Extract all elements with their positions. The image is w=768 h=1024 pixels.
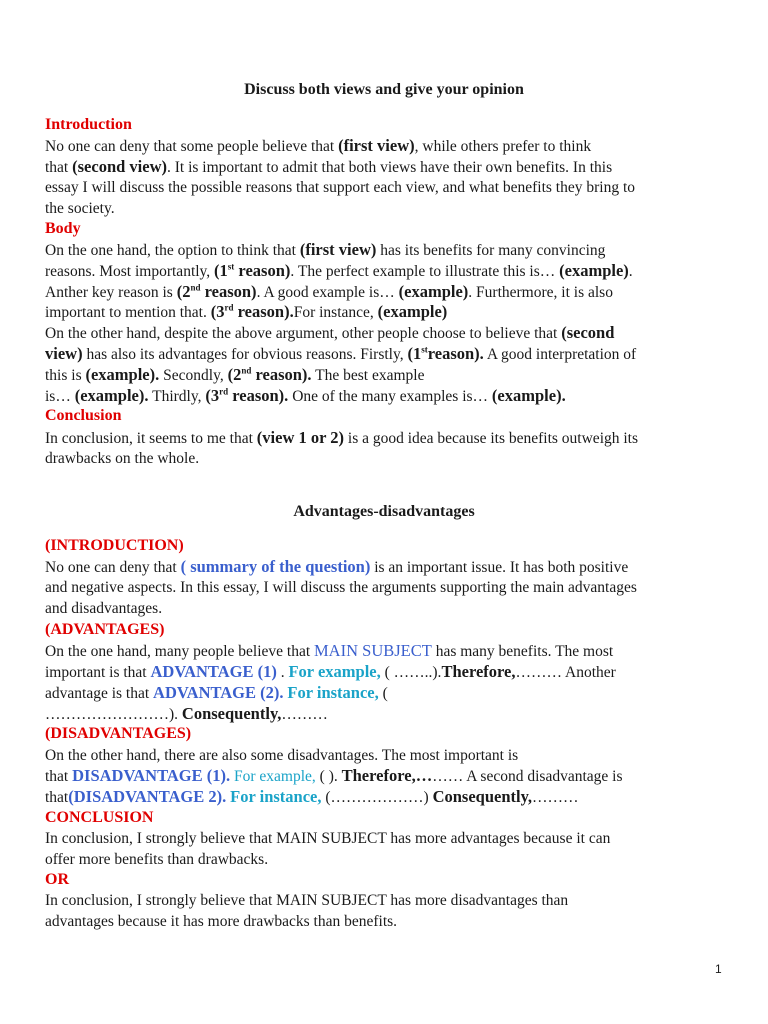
body-line-7: this is (example). Secondly, (2nd reason). The best example [45,365,425,384]
intro-line-2: that (second view). It is important to admit that both views have their own benefits. In this [45,157,613,176]
introduction-heading: (INTRODUCTION) [45,537,184,554]
or-heading: OR [45,871,69,888]
conclusion-line-1: In conclusion, it seems to me that (view 1 or 2) is a good idea because its benefits outweigh its [45,428,639,447]
alt-conclusion-line-1: In conclusion, I strongly believe that MAIN SUBJECT has more disadvantages than [45,892,569,909]
page-number: 1 [715,962,722,976]
body-heading: Body [45,220,81,237]
intro-line-1: No one can deny that some people believe that (first view), while others prefer to think [45,136,592,155]
disadvantages-line-3: that(DISADVANTAGE 2). For instance, (………………) Consequently,……… [45,787,579,806]
final-conclusion-line-1: In conclusion, I strongly believe that MAIN SUBJECT has more advantages because it can [45,830,611,847]
final-conclusion-heading: CONCLUSION [45,809,154,826]
body-line-8: is… (example). Thirdly, (3rd reason). One of the many examples is… (example). [45,386,566,405]
body-line-2: reasons. Most importantly, (1st reason). The perfect example to illustrate this is… (example). [45,261,633,280]
body-line-3: Anther key reason is (2nd reason). A good example is… (example). Furthermore, it is also [45,282,613,301]
body-line-5: On the other hand, despite the above argument, other people choose to believe that (second [45,323,615,342]
body-line-4: important to mention that. (3rd reason).For instance, (example) [45,302,448,321]
advantages-line-1: On the one hand, many people believe that MAIN SUBJECT has many benefits. The most [45,641,614,660]
advantages-line-2: important is that ADVANTAGE (1) . For example, ( ……..).Therefore,……… Another [45,662,616,681]
alt-conclusion-line-2: advantages because it has more drawbacks than benefits. [45,913,398,930]
disadvantages-line-1: On the other hand, there are also some disadvantages. The most important is [45,747,519,764]
conclusion-heading: Conclusion [45,407,122,424]
introduction-line-3: and disadvantages. [45,600,163,617]
advantages-line-3: advantage is that ADVANTAGE (2). For instance, ( [45,683,388,702]
introduction-line-1: No one can deny that ( summary of the question) is an important issue. It has both positive [45,557,629,576]
intro-heading: Introduction [45,116,132,133]
introduction-line-2: and negative aspects. In this essay, I will discuss the arguments supporting the main advantages [45,579,637,596]
final-conclusion-line-2: offer more benefits than drawbacks. [45,851,269,868]
intro-line-4: the society. [45,200,115,217]
conclusion-line-2: drawbacks on the whole. [45,450,200,467]
section-title-opinion: Discuss both views and give your opinion [244,81,524,98]
disadvantages-heading: (DISADVANTAGES) [45,725,192,742]
body-line-1: On the one hand, the option to think that (first view) has its benefits for many convincing [45,240,606,259]
advantages-heading: (ADVANTAGES) [45,621,165,638]
disadvantages-line-2: that DISADVANTAGE (1). For example, ( ). Therefore,……… A second disadvantage is [45,766,623,785]
intro-line-3: essay I will discuss the possible reasons that support each view, and what benefits they bring to [45,179,636,196]
advantages-line-4: ……………………). Consequently,……… [45,704,328,723]
body-line-6: view) has also its advantages for obvious reasons. Firstly, (1streason). A good interpretation of [45,344,637,363]
section-title-advdis: Advantages-disadvantages [293,503,475,520]
